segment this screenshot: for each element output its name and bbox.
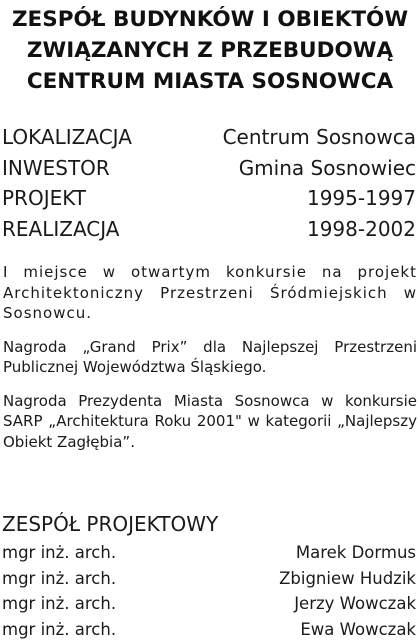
- fact-value: Centrum Sosnowca: [223, 122, 416, 153]
- member-name: Ewa Wowczak: [300, 617, 416, 642]
- team-member: [2, 591, 416, 617]
- member-title: mgr inż. arch.: [2, 591, 116, 617]
- team-member: [2, 540, 416, 566]
- member-title: mgr inż. arch.: [2, 617, 116, 642]
- title-line-2: ZWIĄZANYCH Z PRZEBUDOWĄ: [0, 35, 420, 66]
- fact-row-location: [2, 122, 416, 153]
- title-line-3: CENTRUM MIASTA SOSNOWCA: [0, 66, 420, 97]
- team-list: [2, 540, 416, 642]
- fact-value: 1998-2002: [307, 214, 416, 245]
- award-first-place: I miejsce w otwartym konkursie na projekt Architektoniczny Przestrzeni Śródmiejskich w Sosnowcu.: [3, 262, 417, 324]
- member-name: Jerzy Wowczak: [294, 591, 416, 617]
- team-member: [2, 566, 416, 592]
- page-title: [0, 4, 420, 97]
- team-heading: ZESPÓŁ PROJEKTOWY: [2, 510, 218, 538]
- fact-label: INWESTOR: [2, 153, 110, 184]
- fact-row-investor: [2, 153, 416, 184]
- fact-label: REALIZACJA: [2, 214, 119, 245]
- member-name: Zbigniew Hudzik: [279, 566, 416, 592]
- project-facts: [2, 122, 416, 244]
- team-member: [2, 617, 416, 642]
- fact-row-realization: [2, 214, 416, 245]
- fact-value: 1995-1997: [307, 183, 416, 214]
- fact-label: PROJEKT: [2, 183, 86, 214]
- member-title: mgr inż. arch.: [2, 566, 116, 592]
- award-mayor-prize: Nagroda Prezydenta Miasta Sosnowca w konkursie SARP „Architektura Roku 2001" w kategorii „Najlepszy Obiekt Zagłębia”.: [3, 391, 417, 453]
- fact-value: Gmina Sosnowiec: [239, 153, 416, 184]
- title-line-1: ZESPÓŁ BUDYNKÓW I OBIEKTÓW: [0, 4, 420, 35]
- fact-label: LOKALIZACJA: [2, 122, 132, 153]
- awards-section: [3, 262, 417, 452]
- member-title: mgr inż. arch.: [2, 540, 116, 566]
- fact-row-project: [2, 183, 416, 214]
- award-grand-prix: Nagroda „Grand Prix” dla Najlepszej Przestrzeni Publicznej Województwa Śląskiego.: [3, 337, 417, 378]
- member-name: Marek Dormus: [296, 540, 416, 566]
